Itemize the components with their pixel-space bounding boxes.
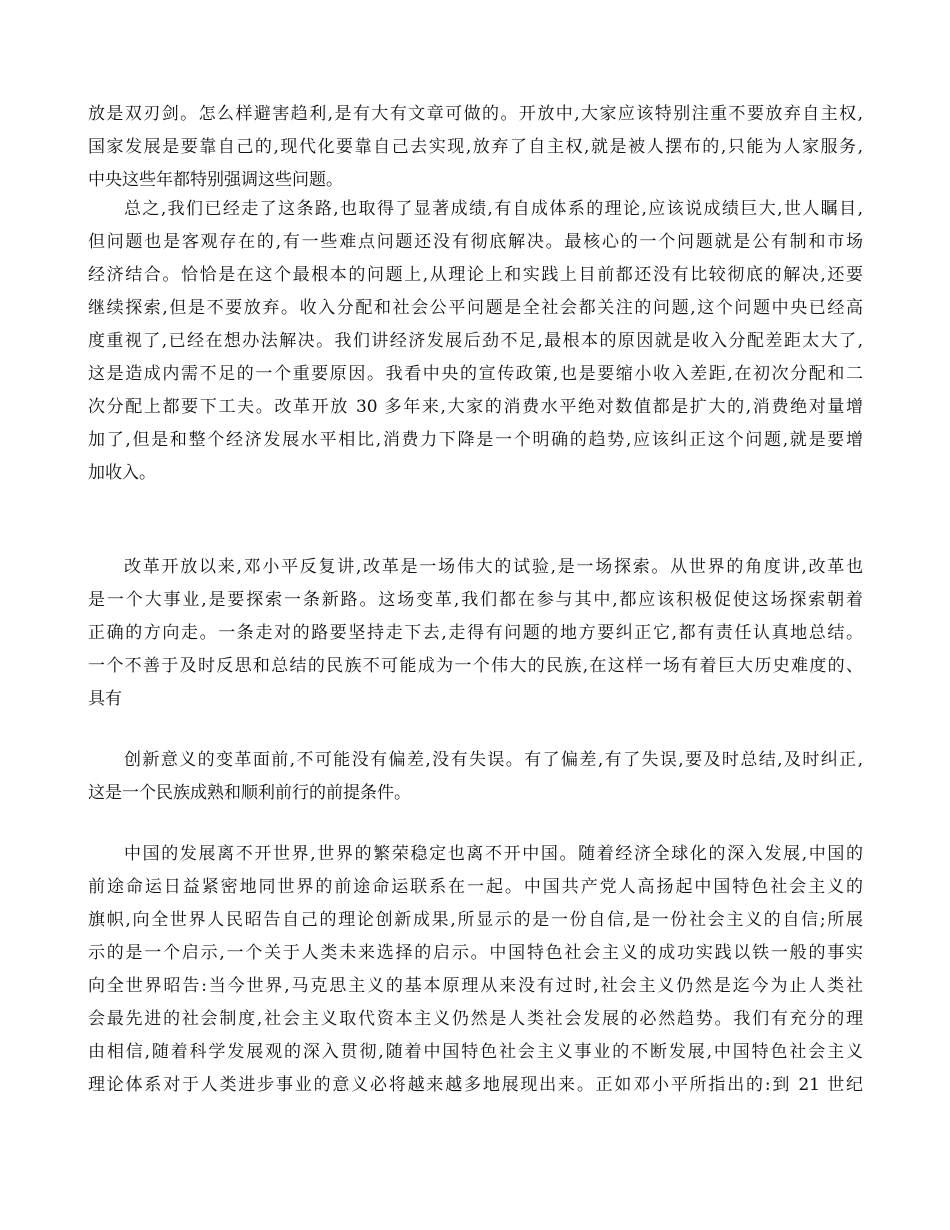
text-line: 中央这些年都特别强调这些问题。	[88, 170, 343, 190]
text-line: 向全世界昭告:当今世界,马克思主义的基本原理从来没有过时,社会主义仍然是迄今为止人类社	[88, 976, 863, 996]
text-line: 改革开放以来,邓小平反复讲,改革是一场伟大的试验,是一场探索。从世界的角度讲,改革也	[124, 557, 863, 577]
text-line: 旗帜,向全世界人民昭告自己的理论创新成果,所显示的是一份自信,是一份社会主义的自信;所展	[88, 910, 863, 930]
text-line: 创新意义的变革面前,不可能没有偏差,没有失误。有了偏差,有了失误,要及时总结,及时纠正,	[124, 750, 863, 770]
paragraph	[88, 551, 863, 716]
text-line: 放是双刃剑。怎么样避害趋利,是有大有文章可做的。开放中,大家应该特别注重不要放弃自主权,	[88, 104, 863, 124]
text-line: 正确的方向走。一条走对的路要坚持走下去,走得有问题的地方要纠正它,都有责任认真地总结。	[88, 623, 863, 643]
paragraph	[88, 744, 863, 810]
text-line: 次分配上都要下工夫。改革开放 30 多年来,大家的消费水平绝对数值都是扩大的,消费绝对量增	[88, 397, 863, 417]
text-line: 是一个大事业,是要探索一条新路。这场变革,我们都在参与其中,都应该积极促使这场探索朝着	[88, 590, 863, 610]
text-line: 但问题也是客观存在的,有一些难点问题还没有彻底解决。最核心的一个问题就是公有制和市场	[88, 232, 863, 252]
text-line: 前途命运日益紧密地同世界的前途命运联系在一起。中国共产党人高扬起中国特色社会主义的	[88, 877, 863, 897]
text-line: 理论体系对于人类进步事业的意义必将越来越多地展现出来。正如邓小平所指出的:到 21 世纪	[88, 1075, 863, 1095]
paragraph	[88, 838, 863, 1102]
text-line: 度重视了,已经在想办法解决。我们讲经济发展后劲不足,最根本的原因就是收入分配差距太大了,	[88, 331, 863, 351]
text-line: 经济结合。恰恰是在这个最根本的问题上,从理论上和实践上目前都还没有比较彻底的解决,还要	[88, 265, 863, 285]
text-line: 国家发展是要靠自己的,现代化要靠自己去实现,放弃了自主权,就是被人摆布的,只能为人家服务,	[88, 137, 863, 157]
text-line: 这是一个民族成熟和顺利前行的前提条件。	[88, 783, 411, 803]
text-line: 会最先进的社会制度,社会主义取代资本主义仍然是人类社会发展的必然趋势。我们有充分的理	[88, 1009, 863, 1029]
paragraph	[88, 193, 863, 490]
text-line: 加收入。	[88, 463, 156, 483]
text-line: 一个不善于及时反思和总结的民族不可能成为一个伟大的民族,在这样一场有着巨大历史难度的、	[88, 656, 863, 676]
text-line: 继续探索,但是不要放弃。收入分配和社会公平问题是全社会都关注的问题,这个问题中央已经高	[88, 298, 863, 318]
text-line: 由相信,随着科学发展观的深入贯彻,随着中国特色社会主义事业的不断发展,中国特色社会主义	[88, 1042, 863, 1062]
paragraph	[88, 98, 863, 197]
text-line: 示的是一个启示,一个关于人类未来选择的启示。中国特色社会主义的成功实践以铁一般的事实	[88, 943, 863, 963]
text-line: 中国的发展离不开世界,世界的繁荣稳定也离不开中国。随着经济全球化的深入发展,中国的	[124, 844, 863, 864]
text-line: 总之,我们已经走了这条路,也取得了显著成绩,有自成体系的理论,应该说成绩巨大,世人瞩目,	[124, 199, 863, 219]
text-line: 具有	[88, 689, 122, 709]
text-line: 这是造成内需不足的一个重要原因。我看中央的宣传政策,也是要缩小收入差距,在初次分配和二	[88, 364, 863, 384]
text-line: 加了,但是和整个经济发展水平相比,消费力下降是一个明确的趋势,应该纠正这个问题,就是要增	[88, 430, 863, 450]
